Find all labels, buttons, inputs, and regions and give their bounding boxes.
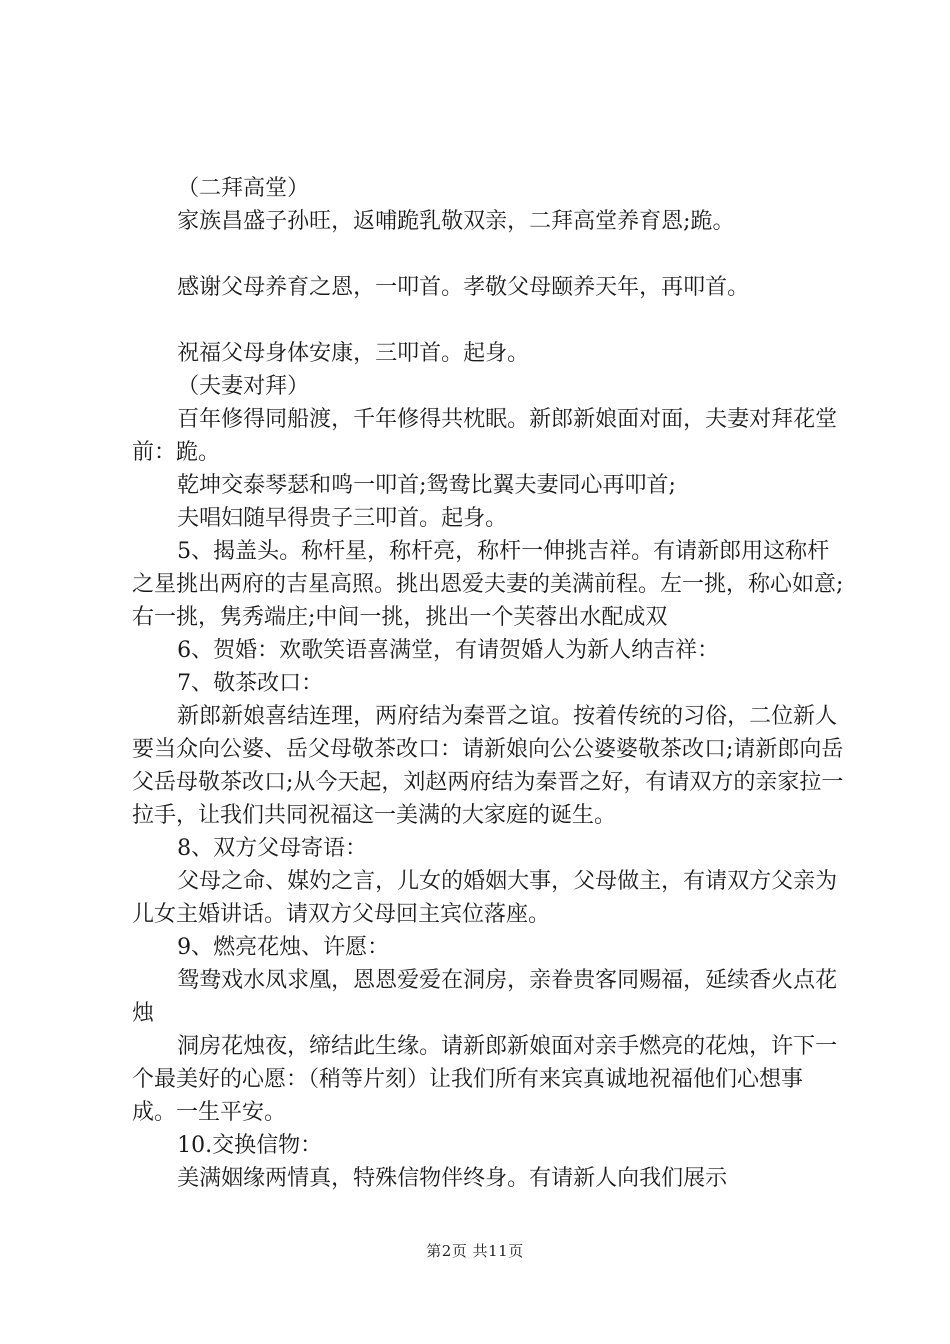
- section-6-congratulate: 6、贺婚：欢歌笑语喜满堂，有请贺婚人为新人纳吉祥：: [177, 638, 720, 663]
- paragraph: 洞房花烛夜，缔结此生缘。请新郎新娘面对亲手燃亮的花烛，许下一个最美好的心愿：（稍等片刻）让我们所有来宾真诚地祝福他们心想事成。一生平安。: [132, 1034, 838, 1125]
- section-7-tea-heading: 7、敬茶改口：: [177, 671, 324, 696]
- paragraph: 新郎新娘喜结连理，两府结为秦晋之谊。按着传统的习俗，二位新人要当众向公婆、岳父母敬茶改口：请新娘向公公婆婆敬茶改口;请新郎向岳父岳母敬茶改口;从今天起，刘赵两府结为秦晋之好，有请双方的亲家拉一拉手，让我们共同祝福这一美满的大家庭的诞生。: [132, 704, 844, 828]
- paragraph: 百年修得同船渡，千年修得共枕眠。新郎新娘面对面，夫妻对拜花堂前：跪。: [132, 407, 838, 465]
- document-body: [132, 172, 844, 1195]
- section-5-unveil: 5、揭盖头。称杆星，称杆亮，称杆一伸挑吉祥。有请新郎用这称杆之星挑出两府的吉星高照。挑出恩爱夫妻的美满前程。左一挑，称心如意;右一挑，隽秀端庄;中间一挑，挑出一个芙蓉出水配成双: [132, 539, 844, 630]
- paragraph: 父母之命、媒妁之言，儿女的婚姻大事，父母做主，有请双方父亲为儿女主婚讲话。请双方父母回主宾位落座。: [132, 869, 838, 927]
- paragraph: 美满姻缘两情真，特殊信物伴终身。有请新人向我们展示: [177, 1166, 728, 1191]
- paragraph: 祝福父母身体安康，三叩首。起身。: [177, 341, 530, 366]
- heading-second-bow: （二拜高堂）: [177, 176, 310, 201]
- paragraph: 家族昌盛子孙旺，返哺跪乳敬双亲，二拜高堂养育恩;跪。: [177, 209, 735, 234]
- paragraph: 夫唱妇随早得贵子三叩首。起身。: [177, 506, 508, 531]
- paragraph: 感谢父母养育之恩，一叩首。孝敬父母颐养天年，再叩首。: [177, 275, 750, 300]
- heading-couple-bow: （夫妻对拜）: [177, 374, 310, 399]
- section-9-candles-heading: 9、燃亮花烛、许愿：: [177, 935, 390, 960]
- paragraph: 鸳鸯戏水凤求凰，恩恩爱爱在洞房，亲眷贵客同赐福，延续香火点花烛: [132, 968, 838, 1026]
- paragraph: 乾坤交泰琴瑟和鸣一叩首;鸳鸯比翼夫妻同心再叩首;: [177, 473, 676, 498]
- section-8-parents-heading: 8、双方父母寄语：: [177, 836, 368, 861]
- section-10-tokens-heading: 10.交换信物：: [177, 1133, 323, 1158]
- page-footer: 第2页 共11页: [426, 1242, 524, 1260]
